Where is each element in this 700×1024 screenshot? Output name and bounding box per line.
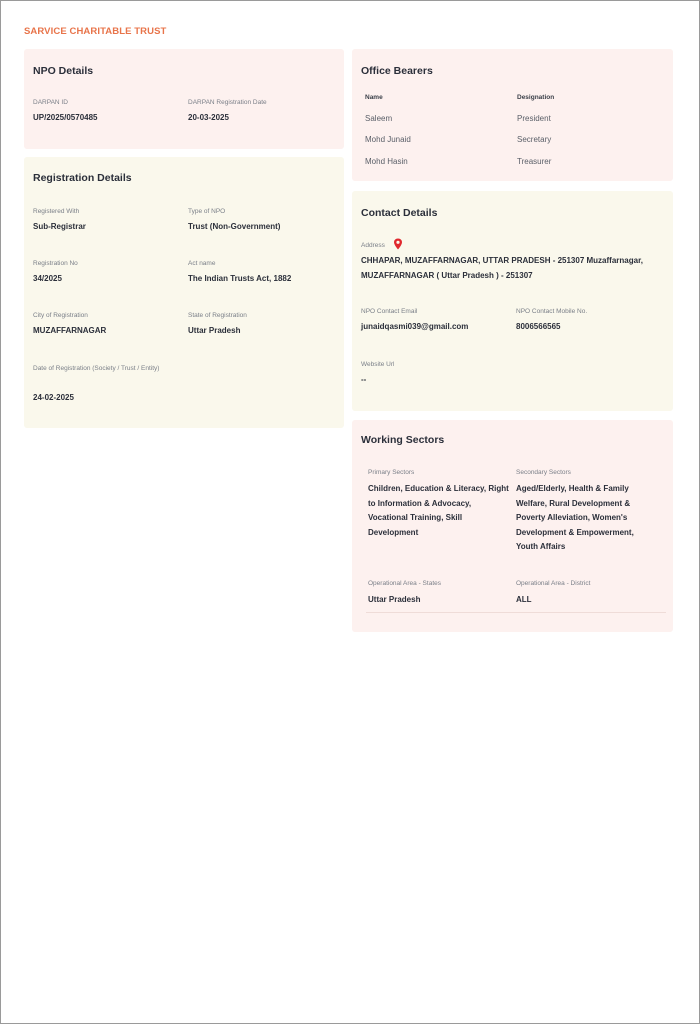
website-label: Website Url bbox=[361, 361, 395, 368]
act-name-value: The Indian Trusts Act, 1882 bbox=[188, 274, 292, 283]
card-divider bbox=[366, 612, 666, 613]
contact-details-card bbox=[352, 191, 673, 411]
contact-email-label: NPO Contact Email bbox=[361, 308, 418, 315]
bearer-name: Saleem bbox=[365, 114, 393, 123]
darpan-reg-date-value: 20-03-2025 bbox=[188, 113, 229, 122]
website-value: -- bbox=[361, 375, 367, 384]
bearer-name-header: Name bbox=[365, 94, 383, 101]
primary-sectors-value: Children, Education & Literacy, Right to Information & Advocacy, Vocational Training, Skill Development bbox=[368, 484, 509, 537]
city-of-registration-value: MUZAFFARNAGAR bbox=[33, 326, 107, 335]
contact-mobile-label: NPO Contact Mobile No. bbox=[516, 308, 588, 315]
working-sectors-card bbox=[352, 420, 673, 632]
address-label: Address bbox=[361, 242, 385, 249]
npo-type-label: Type of NPO bbox=[188, 208, 226, 215]
npo-details-title: NPO Details bbox=[33, 65, 94, 77]
address-value: CHHAPAR, MUZAFFARNAGAR, UTTAR PRADESH - 251307 Muzaffarnagar, MUZAFFARNAGAR ( Uttar Pradesh ) - 251307 bbox=[361, 256, 643, 280]
registration-no-label: Registration No bbox=[33, 260, 78, 267]
bearer-designation: Secretary bbox=[517, 135, 552, 144]
secondary-sectors-label: Secondary Sectors bbox=[516, 469, 571, 476]
contact-email-value: junaidqasmi039@gmail.com bbox=[361, 322, 469, 331]
act-name-label: Act name bbox=[188, 260, 216, 267]
office-bearers-card bbox=[352, 49, 673, 181]
registered-with-value: Sub-Registrar bbox=[33, 222, 86, 231]
npo-type-value: Trust (Non-Government) bbox=[188, 222, 281, 231]
bearer-name: Mohd Hasin bbox=[365, 157, 408, 166]
state-of-registration-value: Uttar Pradesh bbox=[188, 326, 241, 335]
contact-mobile-value: 8006566565 bbox=[516, 322, 561, 331]
bearer-designation: Treasurer bbox=[517, 157, 552, 166]
secondary-sectors-value: Aged/Elderly, Health & Family Welfare, Rural Development & Poverty Alleviation, Women's Development & Empowerment, Youth Affairs bbox=[516, 484, 634, 551]
primary-sectors-label: Primary Sectors bbox=[368, 469, 415, 476]
operational-states-value: Uttar Pradesh bbox=[368, 595, 421, 604]
bearer-name: Mohd Junaid bbox=[365, 135, 411, 144]
working-sectors-title: Working Sectors bbox=[361, 434, 445, 446]
state-of-registration-label: State of Registration bbox=[188, 312, 247, 319]
date-of-registration-label: Date of Registration (Society / Trust / Entity) bbox=[33, 365, 160, 372]
bearer-designation-header: Designation bbox=[517, 94, 555, 101]
registered-with-label: Registered With bbox=[33, 208, 80, 215]
registration-no-value: 34/2025 bbox=[33, 274, 62, 283]
registration-details-title: Registration Details bbox=[33, 172, 132, 184]
operational-district-value: ALL bbox=[516, 595, 532, 604]
contact-details-title: Contact Details bbox=[361, 207, 438, 219]
npo-details-card bbox=[24, 49, 344, 149]
darpan-id-value: UP/2025/0570485 bbox=[33, 113, 98, 122]
operational-states-label: Operational Area - States bbox=[368, 580, 441, 587]
darpan-id-label: DARPAN ID bbox=[33, 99, 68, 106]
darpan-reg-date-label: DARPAN Registration Date bbox=[188, 99, 267, 106]
city-of-registration-label: City of Registration bbox=[33, 312, 88, 319]
registration-details-card bbox=[24, 157, 344, 428]
bearer-designation: President bbox=[517, 114, 551, 123]
date-of-registration-value: 24-02-2025 bbox=[33, 393, 74, 402]
organization-name: SARVICE CHARITABLE TRUST bbox=[24, 26, 167, 37]
operational-district-label: Operational Area - District bbox=[516, 580, 591, 587]
office-bearers-title: Office Bearers bbox=[361, 65, 433, 77]
location-pin-icon bbox=[393, 238, 403, 250]
